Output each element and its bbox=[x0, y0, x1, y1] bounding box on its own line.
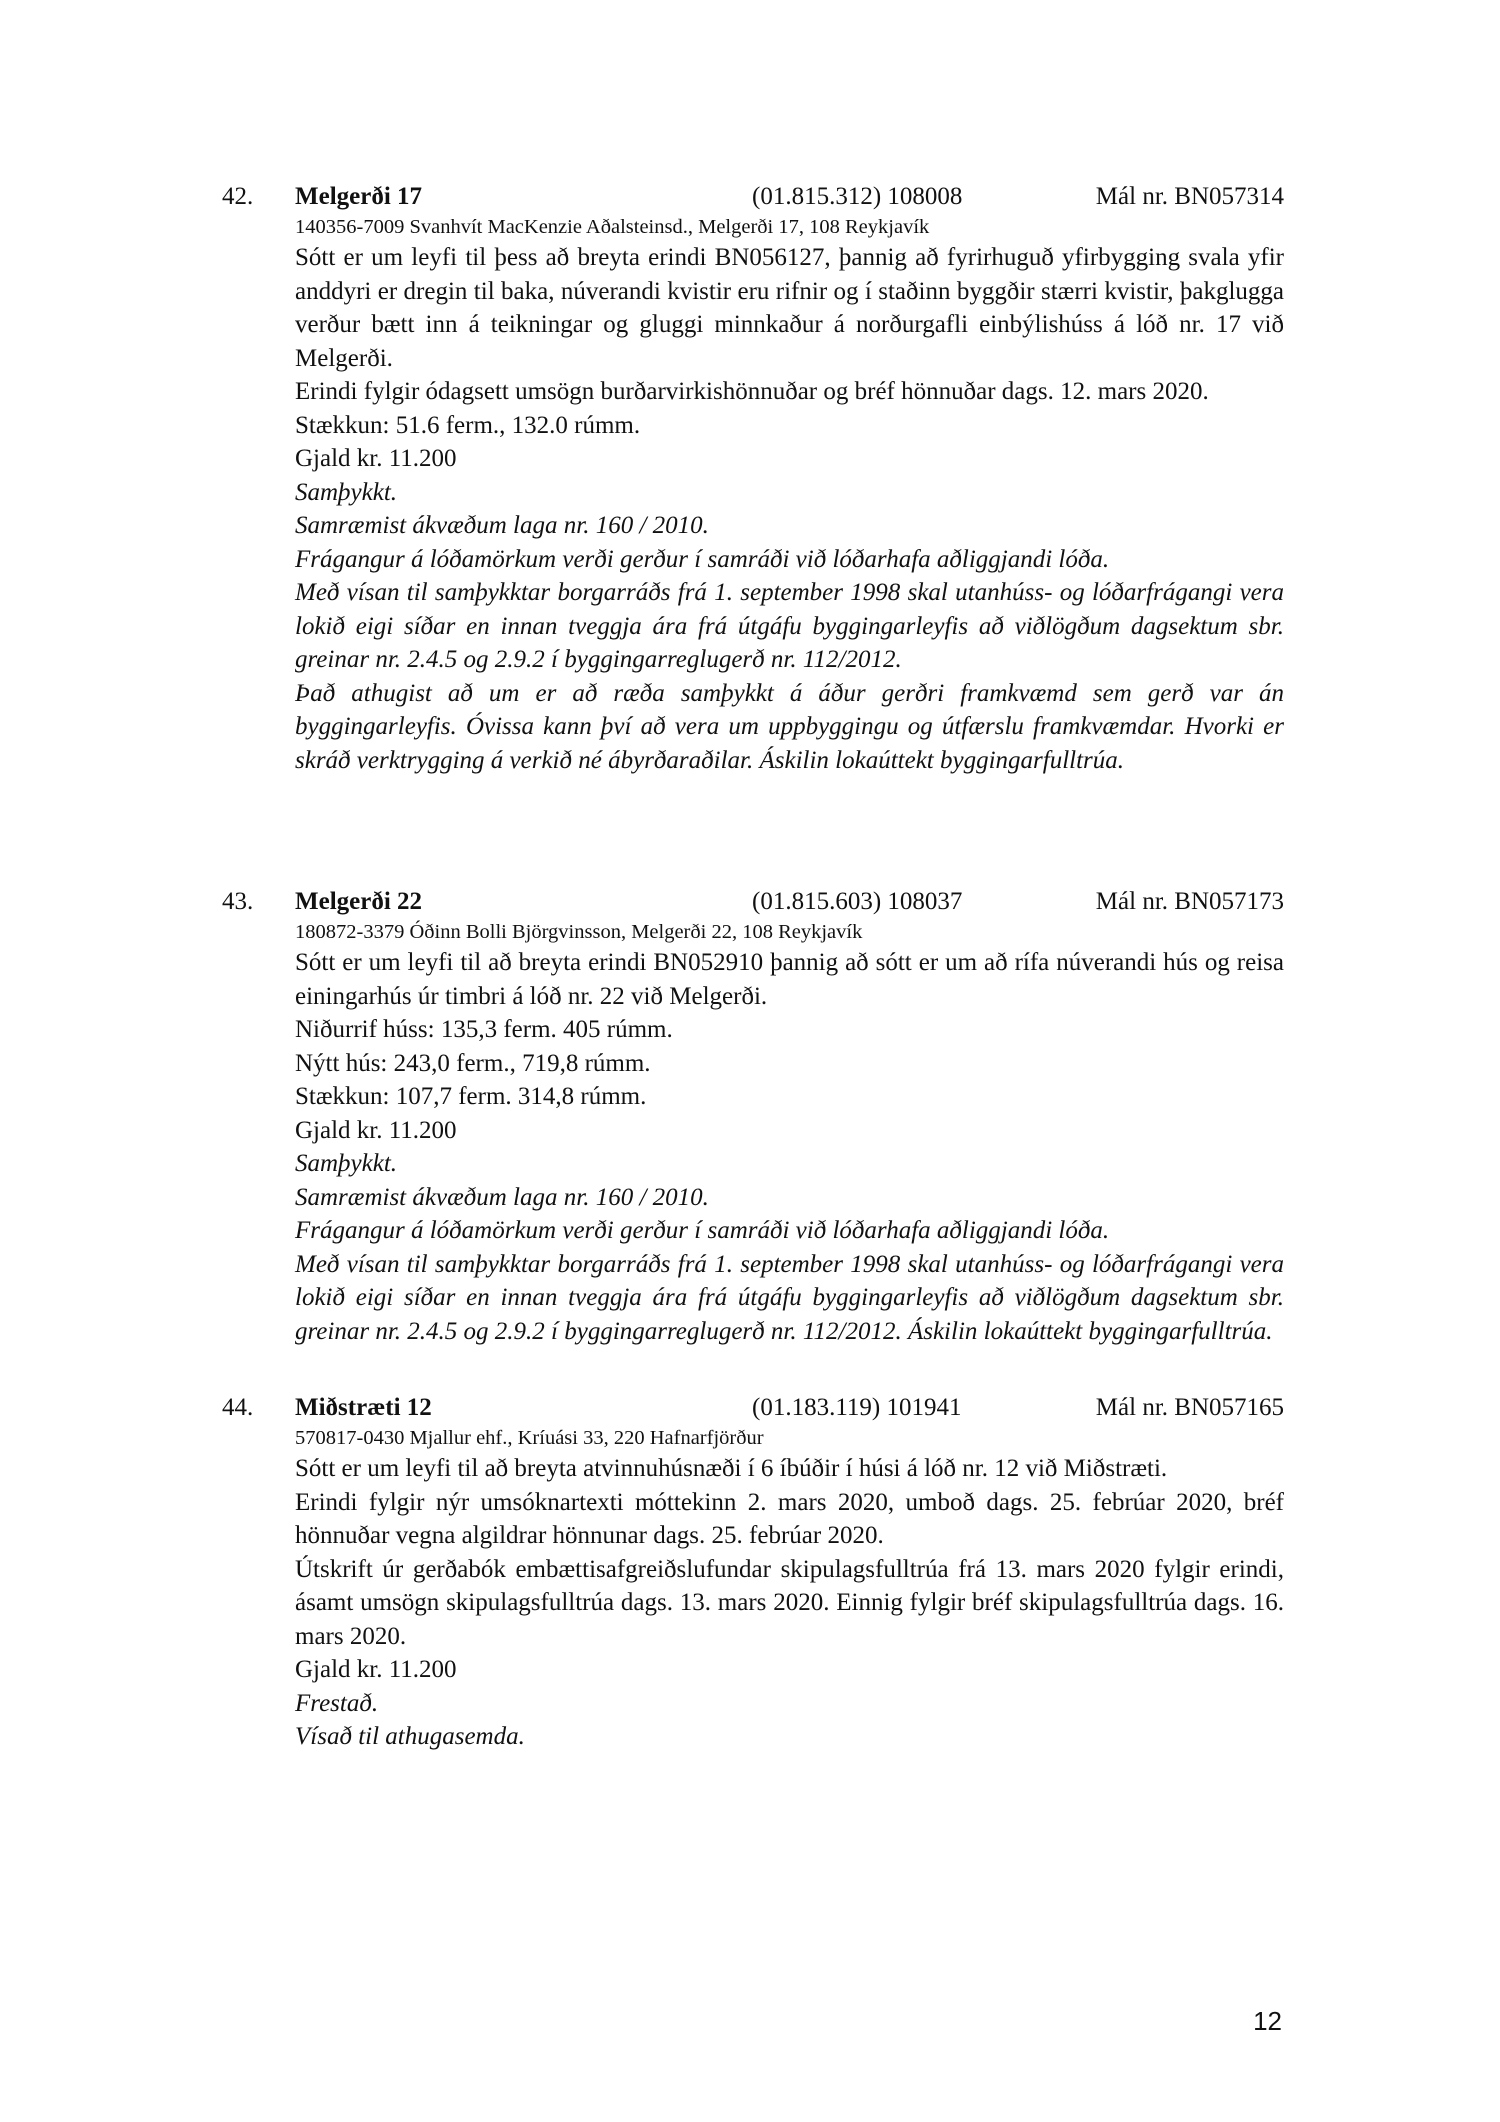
entry-paragraph: Sótt er um leyfi til að breyta atvinnuhúsnæði í 6 íbúðir í húsi á lóð nr. 12 við Miðstræti. bbox=[295, 1455, 1168, 1482]
entry-case-number: Mál nr. BN057173 bbox=[1095, 888, 1284, 915]
entry-body bbox=[295, 241, 1284, 777]
entry-applicant: 140356-7009 Svanhvít MacKenzie Aðalsteinsd., Melgerði 17, 108 Reykjavík bbox=[295, 216, 930, 238]
entry-decision: Samþykkt. bbox=[295, 478, 398, 506]
entry-decision: Samþykkt. bbox=[295, 1150, 398, 1177]
entry-decision: Vísað til athugasemda. bbox=[295, 1723, 525, 1750]
entry-title: Melgerði 17 bbox=[295, 183, 423, 210]
entry-header bbox=[222, 885, 1284, 919]
entry-title: Miðstræti 12 bbox=[295, 1394, 432, 1421]
entry-decision: Samræmist ákvæðum laga nr. 160 / 2010. bbox=[295, 1183, 709, 1211]
entry-number: 43. bbox=[222, 888, 254, 915]
entry-43 bbox=[222, 885, 1284, 1348]
entry-header bbox=[222, 1391, 1284, 1425]
entry-case-number: Mál nr. BN057314 bbox=[1095, 183, 1284, 210]
entry-applicant: 570817-0430 Mjallur ehf., Kríuási 33, 220 Hafnarfjörður bbox=[295, 1427, 764, 1449]
entry-paragraph: Sótt er um leyfi til að breyta erindi BN052910 þannig að sótt er um að rífa núverandi hús og reisa einingarhús úr timbri á lóð nr. 22 við Melgerði. bbox=[295, 949, 1284, 1010]
entry-paragraph: Útskrift úr gerðabók embættisafgreiðslufundar skipulagsfulltrúa frá 13. mars 2020 fylgir erindi, ásamt umsögn skipulagsfulltrúa dags. 13. mars 2020. Einnig fylgir bréf skipulagsfulltrúa dags. 16. mars 2020. bbox=[295, 1555, 1284, 1650]
entry-paragraph: Gjald kr. 11.200 bbox=[295, 1656, 457, 1683]
entry-header bbox=[222, 180, 1284, 214]
entry-title: Melgerði 22 bbox=[295, 888, 423, 915]
entry-42 bbox=[222, 180, 1284, 777]
entry-number: 44. bbox=[222, 1394, 254, 1421]
entry-decision: Frestað. bbox=[295, 1689, 379, 1717]
entry-paragraph: Stækkun: 107,7 ferm. 314,8 rúmm. bbox=[295, 1083, 647, 1110]
entry-reference: (01.815.312) 108008 bbox=[752, 183, 963, 210]
entry-number: 42. bbox=[222, 183, 254, 210]
entry-paragraph: Sótt er um leyfi til þess að breyta erindi BN056127, þannig að fyrirhuguð yfirbygging svala yfir anddyri er dregin til baka, núverandi kvistir eru rifnir og í staðinn byggðir stærri kvistir, þakglugga verður bætt inn á teikningar og gluggi minnkaður á norðurgafli einbýlishúss á lóð nr. 17 við Melgerði. bbox=[295, 244, 1284, 372]
entry-paragraph: Erindi fylgir nýr umsóknartexti móttekinn 2. mars 2020, umboð dags. 25. febrúar 2020, bréf hönnuðar vegna algildrar hönnunar dags. 25. febrúar 2020. bbox=[295, 1488, 1284, 1549]
entry-decision: Frágangur á lóðamörkum verði gerður í samráði við lóðarhafa aðliggjandi lóða. bbox=[295, 545, 1110, 573]
entry-decision: Það athugist að um er að ræða samþykkt á áður gerðri framkvæmd sem gerð var án byggingarleyfis. Óvissa kann því að vera um uppbyggingu og útfærslu framkvæmdar. Hvorki er skráð verktrygging á verkið né ábyrðaraðilar. Áskilin lokaúttekt byggingarfulltrúa. bbox=[295, 679, 1284, 774]
page-number: 12 bbox=[1253, 2006, 1282, 2036]
entry-paragraph: Erindi fylgir ódagsett umsögn burðarvirkishönnuðar og bréf hönnuðar dags. 12. mars 2020. bbox=[295, 378, 1209, 405]
entry-body bbox=[295, 946, 1284, 1348]
entry-paragraph: Niðurrif húss: 135,3 ferm. 405 rúmm. bbox=[295, 1016, 673, 1043]
entry-case-number: Mál nr. BN057165 bbox=[1095, 1394, 1284, 1421]
entry-decision: Með vísan til samþykktar borgarráðs frá 1. september 1998 skal utanhúss- og lóðarfrágangi vera lokið eigi síðar en innan tveggja ára frá útgáfu byggingarleyfis að viðlögðum dagsektum sbr. greinar nr. 2.4.5 og 2.9.2 í byggingarreglugerð nr. 112/2012. bbox=[295, 579, 1284, 673]
entry-body bbox=[295, 1452, 1284, 1754]
entry-44 bbox=[222, 1391, 1284, 1754]
entry-paragraph: Stækkun: 51.6 ferm., 132.0 rúmm. bbox=[295, 411, 641, 439]
entry-paragraph: Gjald kr. 11.200 bbox=[295, 1116, 457, 1144]
entry-decision: Með vísan til samþykktar borgarráðs frá 1. september 1998 skal utanhúss- og lóðarfrágangi vera lokið eigi síðar en innan tveggja ára frá útgáfu byggingarleyfis að viðlögðum dagsektum sbr. greinar nr. 2.4.5 og 2.9.2 í byggingarreglugerð nr. 112/2012. Áskilin lokaúttekt byggingarfulltrúa. bbox=[295, 1250, 1284, 1345]
entry-decision: Frágangur á lóðamörkum verði gerður í samráði við lóðarhafa aðliggjandi lóða. bbox=[295, 1217, 1110, 1244]
entry-paragraph: Gjald kr. 11.200 bbox=[295, 445, 457, 472]
entry-reference: (01.815.603) 108037 bbox=[752, 888, 963, 915]
entry-reference: (01.183.119) 101941 bbox=[752, 1394, 962, 1421]
entry-applicant: 180872-3379 Óðinn Bolli Björgvinsson, Melgerði 22, 108 Reykjavík bbox=[295, 921, 863, 943]
entry-paragraph: Nýtt hús: 243,0 ferm., 719,8 rúmm. bbox=[295, 1049, 651, 1077]
entry-decision: Samræmist ákvæðum laga nr. 160 / 2010. bbox=[295, 512, 709, 539]
